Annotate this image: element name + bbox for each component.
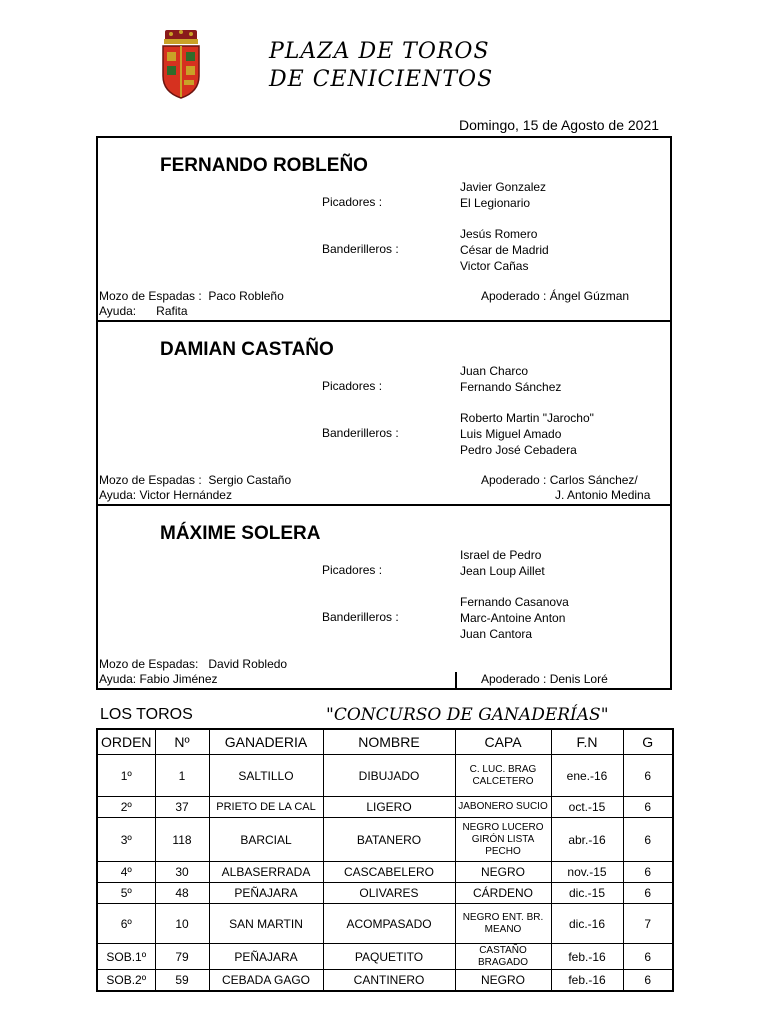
banderillero-name: Roberto Martin "Jarocho" (460, 411, 594, 425)
ayuda: Ayuda: Fabio Jiménez (99, 672, 218, 686)
fecha-nacimiento-cell: ene.-16 (551, 755, 623, 797)
orden-cell: 4º (97, 862, 155, 883)
g-cell: 6 (623, 944, 673, 970)
mozo-de-espadas: Mozo de Espadas : Paco Robleño (99, 289, 284, 303)
capa-cell: NEGRO (455, 862, 551, 883)
toros-table (96, 728, 674, 992)
picador-name: Israel de Pedro (460, 548, 542, 562)
torero-name: FERNANDO ROBLEÑO (160, 155, 368, 176)
banderillero-name: Fernando Casanova (460, 595, 569, 609)
table-row (97, 944, 673, 970)
ganaderia-cell: PEÑAJARA (209, 883, 323, 904)
nombre-cell: PAQUETITO (323, 944, 455, 970)
picador-name: El Legionario (460, 196, 531, 210)
banderilleros-label: Banderilleros : (322, 426, 399, 440)
orden-cell: 2º (97, 797, 155, 818)
ayuda: Ayuda: Victor Hernández (99, 488, 232, 502)
banderillero-name: Luis Miguel Amado (460, 427, 562, 441)
numero-cell: 118 (155, 818, 209, 862)
orden-cell: 3º (97, 818, 155, 862)
table-row (97, 883, 673, 904)
banderillero-name: Juan Cantora (460, 627, 533, 641)
ganaderia-cell: BARCIAL (209, 818, 323, 862)
nombre-cell: OLIVARES (323, 883, 455, 904)
numero-cell: 37 (155, 797, 209, 818)
column-header: Nº (155, 729, 209, 755)
table-header-row (97, 729, 673, 755)
capa-cell: CÁRDENO (455, 883, 551, 904)
title-line-2: DE CENICIENTOS (269, 67, 494, 92)
numero-cell: 10 (155, 904, 209, 944)
torero-name: MÁXIME SOLERA (160, 523, 321, 544)
ganaderia-cell: CEBADA GAGO (209, 970, 323, 991)
orden-cell: SOB.1º (97, 944, 155, 970)
g-cell: 6 (623, 818, 673, 862)
g-cell: 6 (623, 797, 673, 818)
apoderado: Apoderado : Ángel Gúzman (481, 289, 630, 303)
picador-name: Jean Loup Aillet (460, 564, 545, 578)
g-cell: 7 (623, 904, 673, 944)
column-divider (455, 672, 457, 688)
numero-cell: 48 (155, 883, 209, 904)
nombre-cell: CASCABELERO (323, 862, 455, 883)
fecha-nacimiento-cell: feb.-16 (551, 970, 623, 991)
table-row (97, 862, 673, 883)
picador-name: Juan Charco (460, 364, 529, 378)
picador-name: Javier Gonzalez (460, 180, 547, 194)
torero-card-3 (96, 504, 672, 690)
orden-cell: 1º (97, 755, 155, 797)
torero-card-1 (96, 136, 672, 322)
column-header: GANADERIA (209, 729, 323, 755)
capa-cell: CASTAÑO BRAGADO (455, 944, 551, 970)
table-row (97, 904, 673, 944)
fecha-nacimiento-cell: abr.-16 (551, 818, 623, 862)
apoderado: Apoderado : Carlos Sánchez/ (481, 473, 638, 487)
event-date: Domingo, 15 de Agosto de 2021 (459, 117, 660, 133)
ganaderia-cell: PRIETO DE LA CAL (209, 797, 323, 818)
banderilleros-label: Banderilleros : (322, 610, 399, 624)
column-header: G (623, 729, 673, 755)
nombre-cell: CANTINERO (323, 970, 455, 991)
banderillero-name: César de Madrid (460, 243, 549, 257)
nombre-cell: BATANERO (323, 818, 455, 862)
capa-cell: NEGRO (455, 970, 551, 991)
banderillero-name: Jesús Romero (460, 227, 538, 241)
page-title (269, 38, 493, 94)
numero-cell: 1 (155, 755, 209, 797)
column-header: F.N (551, 729, 623, 755)
ganaderia-cell: SAN MARTIN (209, 904, 323, 944)
ganaderia-cell: SALTILLO (209, 755, 323, 797)
picadores-label: Picadores : (322, 563, 383, 577)
fecha-nacimiento-cell: nov.-15 (551, 862, 623, 883)
ganaderia-cell: PEÑAJARA (209, 944, 323, 970)
capa-cell: NEGRO LUCERO GIRÓN LISTA PECHO (455, 818, 551, 862)
fecha-nacimiento-cell: dic.-16 (551, 904, 623, 944)
numero-cell: 59 (155, 970, 209, 991)
banderilleros-label: Banderilleros : (322, 242, 399, 256)
torero-name: DAMIAN CASTAÑO (160, 339, 334, 360)
orden-cell: SOB.2º (97, 970, 155, 991)
ayuda: Ayuda: Rafita (99, 304, 188, 318)
fecha-nacimiento-cell: oct.-15 (551, 797, 623, 818)
orden-cell: 5º (97, 883, 155, 904)
g-cell: 6 (623, 883, 673, 904)
mozo-de-espadas: Mozo de Espadas: David Robledo (99, 657, 288, 671)
nombre-cell: ACOMPASADO (323, 904, 455, 944)
title-line-1: PLAZA DE TOROS (269, 39, 490, 64)
table-row (97, 797, 673, 818)
banderillero-name: Marc-Antoine Anton (460, 611, 566, 625)
concurso-title: "CONCURSO DE GANADERÍAS" (326, 705, 609, 725)
column-header: CAPA (455, 729, 551, 755)
numero-cell: 79 (155, 944, 209, 970)
table-row (97, 755, 673, 797)
picador-name: Fernando Sánchez (460, 380, 562, 394)
capa-cell: JABONERO SUCIO (455, 797, 551, 818)
apoderado-secondary: J. Antonio Medina (555, 488, 651, 502)
g-cell: 6 (623, 970, 673, 991)
capa-cell: NEGRO ENT. BR. MEANO (455, 904, 551, 944)
apoderado: Apoderado : Denis Loré (481, 672, 608, 686)
column-header: ORDEN (97, 729, 155, 755)
fecha-nacimiento-cell: feb.-16 (551, 944, 623, 970)
ganaderia-cell: ALBASERRADA (209, 862, 323, 883)
nombre-cell: LIGERO (323, 797, 455, 818)
table-row (97, 970, 673, 991)
picadores-label: Picadores : (322, 379, 383, 393)
coat-of-arms-logo (156, 28, 206, 100)
capa-cell: C. LUC. BRAG CALCETERO (455, 755, 551, 797)
g-cell: 6 (623, 755, 673, 797)
toros-section-label: LOS TOROS (100, 706, 193, 723)
banderillero-name: Pedro José Cebadera (460, 443, 577, 457)
column-header: NOMBRE (323, 729, 455, 755)
orden-cell: 6º (97, 904, 155, 944)
table-row (97, 818, 673, 862)
torero-card-2 (96, 320, 672, 506)
g-cell: 6 (623, 862, 673, 883)
picadores-label: Picadores : (322, 195, 383, 209)
banderillero-name: Victor Cañas (460, 259, 529, 273)
numero-cell: 30 (155, 862, 209, 883)
nombre-cell: DIBUJADO (323, 755, 455, 797)
fecha-nacimiento-cell: dic.-15 (551, 883, 623, 904)
mozo-de-espadas: Mozo de Espadas : Sergio Castaño (99, 473, 292, 487)
